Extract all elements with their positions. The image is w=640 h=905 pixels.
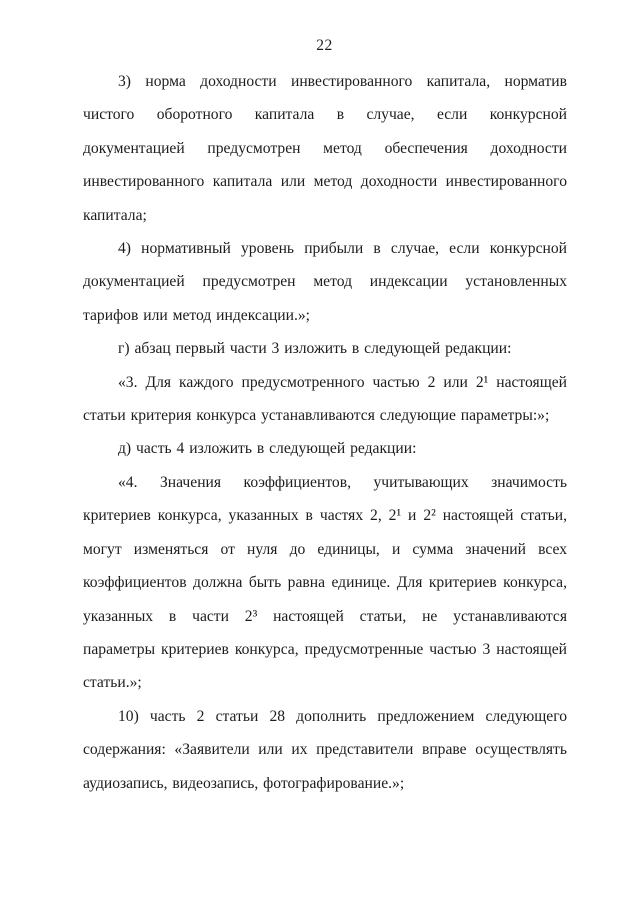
paragraph-item-3: 3) норма доходности инвестированного капитала, норматив чистого оборотного капитала в случае, если конкурсной документацией предусмотрен метод обеспечения доходности инвестированного капитала или метод доходности инвестированного капитала;	[83, 73, 567, 224]
paragraph-item-4: 4) нормативный уровень прибыли в случае, если конкурсной документацией предусмотрен метод индексации установленных тарифов или метод индексации.»;	[83, 240, 567, 324]
paragraph-subitem-g: г) абзац первый части 3 изложить в следующей редакции:	[118, 340, 512, 358]
paragraph-subitem-d: д) часть 4 изложить в следующей редакции:	[118, 440, 417, 458]
paragraph-quote-part4: «4. Значения коэффициентов, учитывающих значимость критериев конкурса, указанных в частях 2, 2¹ и 2² настоящей статьи, могут изменяться от нуля до единицы, и сумма значений всех коэффициентов должна быть равна единице. Для критериев конкурса, указанных в части 2³ настоящей статьи, не устанавливаются параметры критериев конкурса, предусмотренные частью 3 настоящей статьи.»;	[83, 473, 567, 692]
document-body	[83, 65, 567, 800]
page-number: 22	[316, 37, 333, 54]
paragraph-item-10: 10) часть 2 статьи 28 дополнить предложением следующего содержания: «Заявители или их представители вправе осуществлять аудиозапись, видеозапись, фотографирование.»;	[83, 707, 567, 792]
paragraph-quote-part3: «3. Для каждого предусмотренного частью 2 или 2¹ настоящей статьи критерия конкурса устанавливаются следующие параметры:»;	[83, 373, 567, 425]
